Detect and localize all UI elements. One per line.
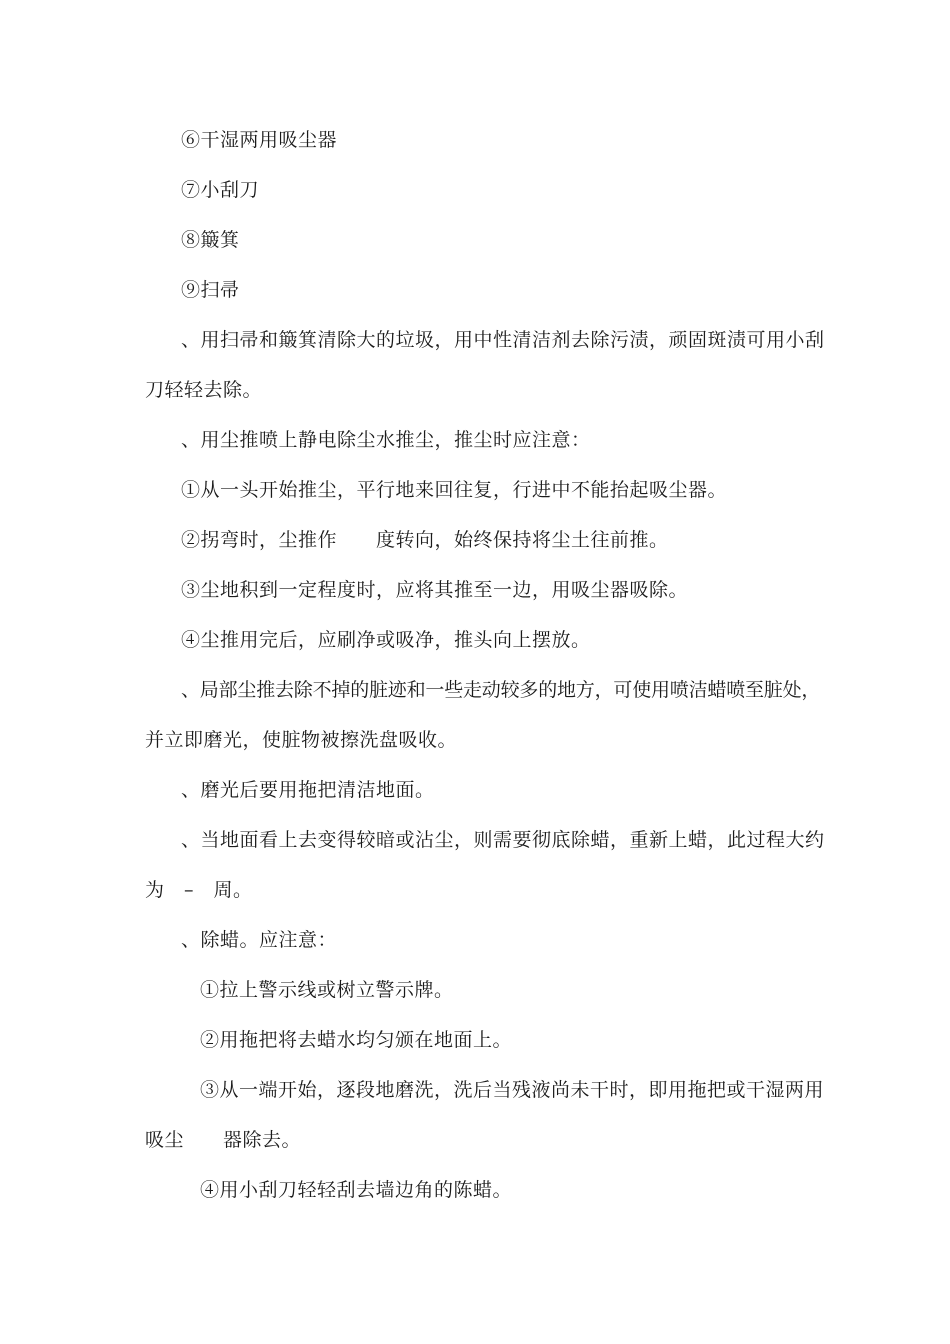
paragraph-sweep-line-1: 、用扫帚和簸箕清除大的垃圾，用中性清洁剂去除污渍，顽固斑渍可用小刮 (181, 329, 825, 351)
strip-item-2: ②用拖把将去蜡水均匀颁在地面上。 (200, 1029, 513, 1051)
strip-item-4: ④用小刮刀轻轻刮去墙边角的陈蜡。 (200, 1179, 513, 1201)
list-item-wet-dry-vacuum: ⑥干湿两用吸尘器 (181, 129, 338, 151)
note-item-1: ①从一头开始推尘，平行地来回往复，行进中不能抬起吸尘器。 (181, 479, 728, 501)
note-item-4: ④尘推用完后，应刷净或吸净，推头向上摆放。 (181, 629, 591, 651)
paragraph-spray-wax-line-1: 、局部尘推去除不掉的脏迹和一些走动较多的地方，可使用喷洁蜡喷至脏处， (181, 679, 821, 701)
note-item-3: ③尘地积到一定程度时，应将其推至一边，用吸尘器吸除。 (181, 579, 689, 601)
strip-item-3-line-2: 吸尘 器除去。 (145, 1129, 302, 1151)
paragraph-strip-wax: 、除蜡。应注意： (181, 929, 338, 951)
list-item-broom: ⑨扫帚 (181, 279, 240, 301)
paragraph-dust-mop: 、用尘推喷上静电除尘水推尘，推尘时应注意： (181, 429, 591, 451)
paragraph-rewax-line-1: 、当地面看上去变得较暗或沾尘，则需要彻底除蜡，重新上蜡，此过程大约 (181, 829, 825, 851)
paragraph-spray-wax-line-2: 并立即磨光，使脏物被擦洗盘吸收。 (145, 729, 458, 751)
strip-item-1: ①拉上警示线或树立警示牌。 (200, 979, 454, 1001)
list-item-dustpan: ⑧簸箕 (181, 229, 240, 251)
strip-item-3-line-1: ③从一端开始，逐段地磨洗，洗后当残液尚未干时，即用拖把或干湿两用 (200, 1079, 825, 1101)
note-item-2: ②拐弯时，尘推作 度转向，始终保持将尘土往前推。 (181, 529, 669, 551)
list-item-small-scraper: ⑦小刮刀 (181, 179, 260, 201)
paragraph-rewax-line-2: 为 – 周。 (145, 879, 253, 901)
paragraph-sweep-line-2: 刀轻轻去除。 (145, 379, 263, 401)
paragraph-mop-floor: 、磨光后要用拖把清洁地面。 (181, 779, 435, 801)
